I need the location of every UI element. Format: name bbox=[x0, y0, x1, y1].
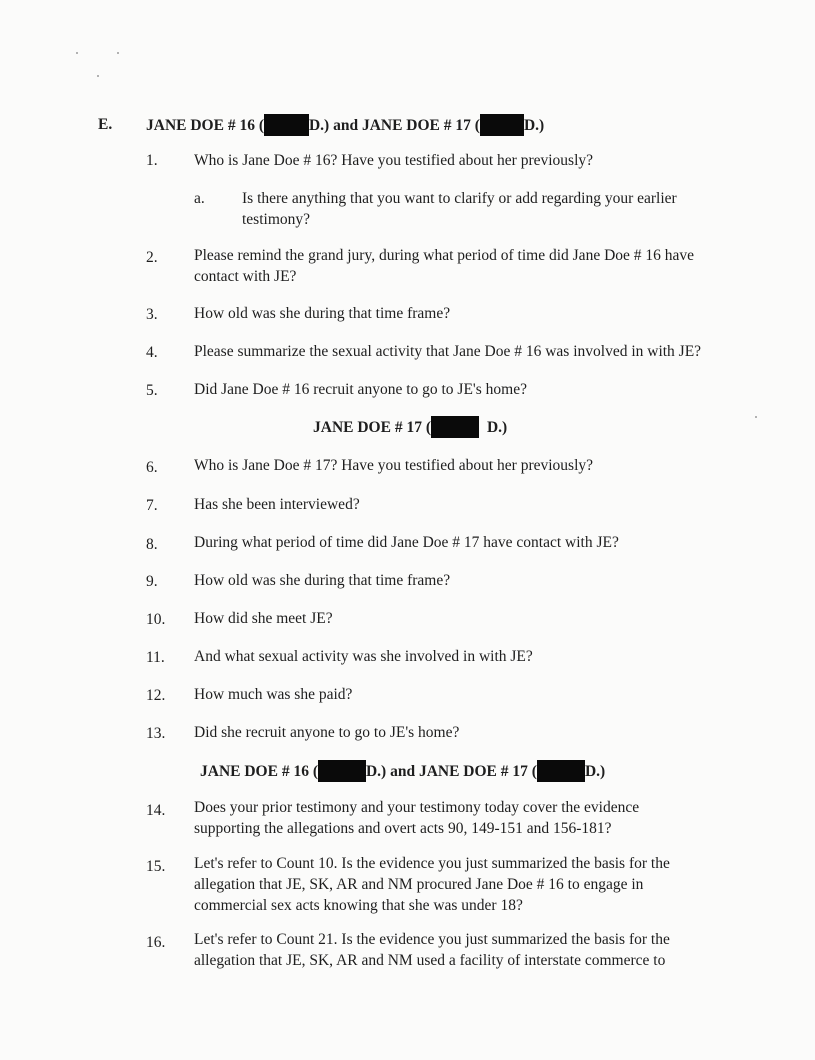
item-number: 16. bbox=[146, 934, 166, 951]
item-number: 2. bbox=[146, 249, 158, 266]
item-text: Please summarize the sexual activity that Jane Doe # 16 was involved in with JE? bbox=[194, 343, 702, 360]
item-number: 12. bbox=[146, 687, 166, 704]
item-number: 8. bbox=[146, 536, 158, 553]
item-text-line: allegation that JE, SK, AR and NM procured Jane Doe # 16 to engage in bbox=[194, 876, 644, 893]
item-number: 11. bbox=[146, 649, 165, 666]
item-text-line: contact with JE? bbox=[194, 268, 297, 285]
item-number: 1. bbox=[146, 152, 158, 169]
scan-speck bbox=[76, 52, 78, 54]
item-text: During what period of time did Jane Doe # 17 have contact with JE? bbox=[194, 534, 619, 551]
redaction-block bbox=[480, 114, 524, 136]
item-text-line: Please remind the grand jury, during what period of time did Jane Doe # 16 have bbox=[194, 247, 695, 264]
subsection-heading: JANE DOE # 16 ( D.) and JANE DOE # 17 ( D.) bbox=[200, 760, 605, 783]
item-text: Did she recruit anyone to go to JE's home? bbox=[194, 724, 460, 741]
redaction-block bbox=[537, 760, 585, 782]
redaction-block bbox=[431, 416, 479, 438]
item-text: Has she been interviewed? bbox=[194, 496, 360, 513]
scan-speck bbox=[117, 52, 119, 54]
item-text: Who is Jane Doe # 17? Have you testified about her previously? bbox=[194, 457, 594, 474]
item-number: 9. bbox=[146, 573, 158, 590]
item-number: 3. bbox=[146, 306, 158, 323]
subitem-text-line: Is there anything that you want to clarify or add regarding your earlier bbox=[242, 190, 677, 207]
item-number: 15. bbox=[146, 858, 166, 875]
item-number: 10. bbox=[146, 611, 166, 628]
item-text-line: commercial sex acts knowing that she was under 18? bbox=[194, 897, 523, 914]
item-text: How did she meet JE? bbox=[194, 610, 333, 627]
subitem-letter: a. bbox=[194, 190, 205, 207]
item-text: How old was she during that time frame? bbox=[194, 572, 451, 589]
item-number: 4. bbox=[146, 344, 158, 361]
item-text-line: allegation that JE, SK, AR and NM used a facility of interstate commerce to bbox=[194, 952, 666, 969]
item-text-line: supporting the allegations and overt acts 90, 149-151 and 156-181? bbox=[194, 820, 612, 837]
item-number: 6. bbox=[146, 459, 158, 476]
subsection-heading: JANE DOE # 17 ( D.) bbox=[313, 416, 507, 439]
item-text: Did Jane Doe # 16 recruit anyone to go to JE's home? bbox=[194, 381, 527, 398]
item-number: 7. bbox=[146, 497, 158, 514]
item-number: 13. bbox=[146, 725, 166, 742]
item-text-line: Does your prior testimony and your testimony today cover the evidence bbox=[194, 799, 640, 816]
section-heading: JANE DOE # 16 ( D.) and JANE DOE # 17 ( D.) bbox=[146, 114, 544, 137]
item-text: How old was she during that time frame? bbox=[194, 305, 451, 322]
section-letter: E. bbox=[98, 116, 113, 133]
redaction-block bbox=[264, 114, 309, 136]
subitem-text-line: testimony? bbox=[242, 211, 311, 228]
scan-speck bbox=[755, 416, 757, 418]
item-text: Who is Jane Doe # 16? Have you testified about her previously? bbox=[194, 152, 594, 169]
item-text-line: Let's refer to Count 21. Is the evidence you just summarized the basis for the bbox=[194, 931, 670, 948]
scan-speck bbox=[97, 75, 99, 77]
item-text-line: Let's refer to Count 10. Is the evidence you just summarized the basis for the bbox=[194, 855, 670, 872]
item-number: 14. bbox=[146, 802, 166, 819]
item-text: And what sexual activity was she involved in with JE? bbox=[194, 648, 533, 665]
redaction-block bbox=[318, 760, 366, 782]
item-number: 5. bbox=[146, 382, 158, 399]
item-text: How much was she paid? bbox=[194, 686, 353, 703]
